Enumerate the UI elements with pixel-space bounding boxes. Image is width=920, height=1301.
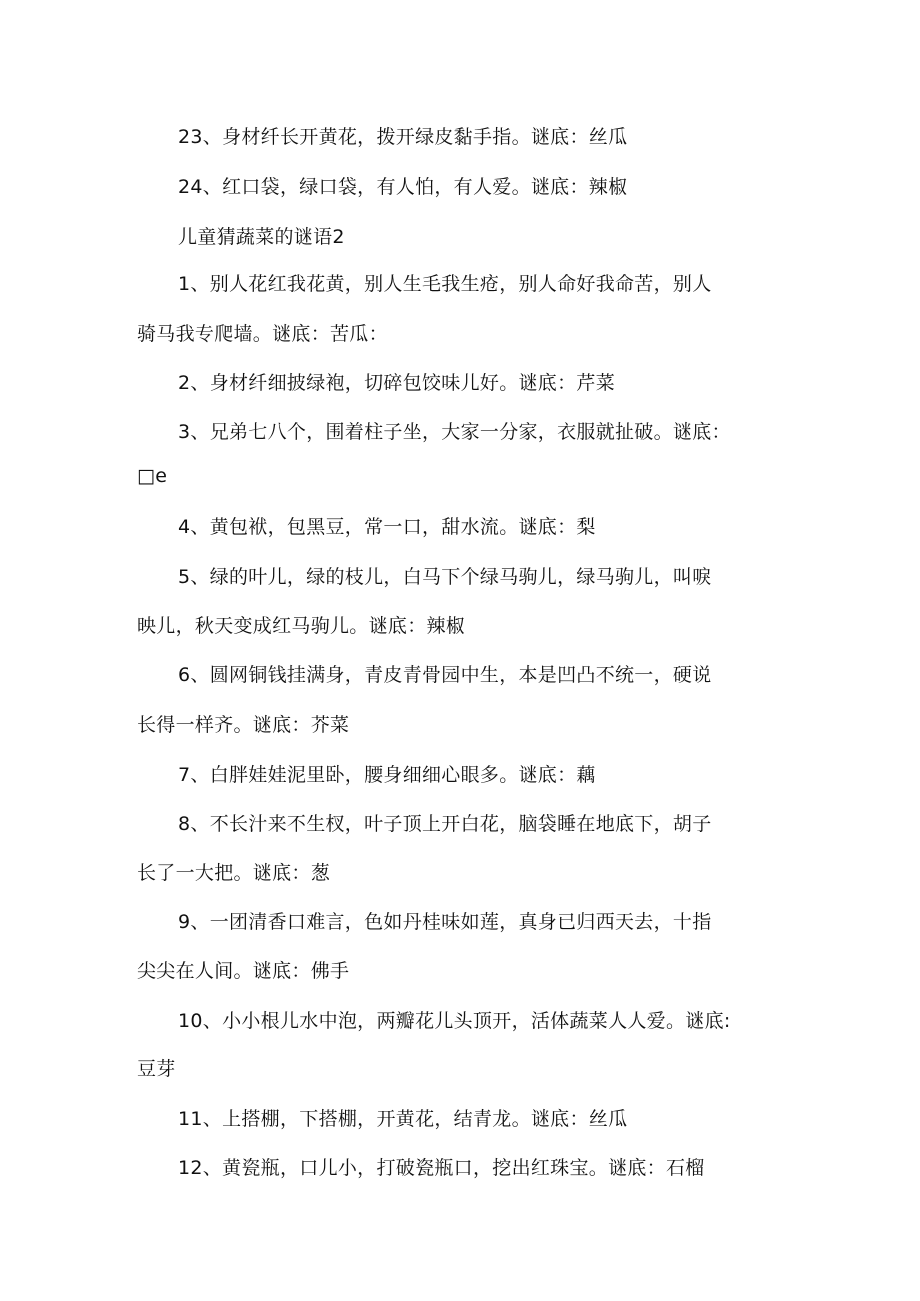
section-heading: 儿童猜蔬菜的谜语2 bbox=[178, 226, 345, 248]
riddle-5-line-1: 5、绿的叶儿，绿的枝儿，白马下个绿马驹儿，绿马驹儿，叫唳 bbox=[178, 566, 712, 588]
riddle-10-line-2: 豆芽 bbox=[137, 1058, 176, 1080]
riddle-8-line-1: 8、不长汁来不生杈，叶子顶上开白花，脑袋睡在地底下，胡子 bbox=[178, 813, 712, 835]
riddle-12: 12、黄瓷瓶，口儿小，打破瓷瓶口，挖出红珠宝。谜底：石榴 bbox=[178, 1157, 705, 1179]
riddle-10-line-1: 10、小小根儿水中泡，两瓣花儿头顶开，活体蔬菜人人爱。谜底: bbox=[178, 1010, 731, 1032]
riddle-1-line-1: 1、别人花红我花黄，别人生毛我生疮，别人命好我命苦，别人 bbox=[178, 273, 712, 295]
riddle-4: 4、黄包袱，包黑豆，常一口，甜水流。谜底：梨 bbox=[178, 516, 596, 538]
riddle-1-line-2: 骑马我专爬墙。谜底：苦瓜： bbox=[137, 323, 388, 345]
riddle-9-line-1: 9、一团清香口难言，色如丹桂味如莲，真身已归西天去，十指 bbox=[178, 911, 712, 933]
riddle-8-line-2: 长了一大把。谜底：葱 bbox=[137, 862, 331, 884]
riddle-9-line-2: 尖尖在人间。谜底：佛手 bbox=[137, 960, 350, 982]
riddle-6-line-2: 长得一样齐。谜底：芥菜 bbox=[137, 714, 350, 736]
riddle-3-line-2: □e bbox=[137, 465, 168, 487]
riddle-3-line-1: 3、兄弟七八个，围着柱子坐，大家一分家，衣服就扯破。谜底： bbox=[178, 421, 731, 443]
riddle-24: 24、红口袋，绿口袋，有人怕，有人爱。谜底：辣椒 bbox=[178, 176, 628, 198]
riddle-7: 7、白胖娃娃泥里卧，腰身细细心眼多。谜底：藕 bbox=[178, 764, 596, 786]
riddle-11: 11、上搭棚，下搭棚，开黄花，结青龙。谜底：丝瓜 bbox=[178, 1108, 628, 1130]
riddle-2: 2、身材纤细披绿袍，切碎包饺味儿好。谜底：芹菜 bbox=[178, 372, 615, 394]
riddle-23: 23、身材纤长开黄花，拨开绿皮黏手指。谜底：丝瓜 bbox=[178, 126, 628, 148]
riddle-6-line-1: 6、圆网铜钱挂满身，青皮青骨园中生，本是凹凸不统一，硬说 bbox=[178, 664, 712, 686]
riddle-5-line-2: 映儿，秋天变成红马驹儿。谜底：辣椒 bbox=[137, 615, 466, 637]
